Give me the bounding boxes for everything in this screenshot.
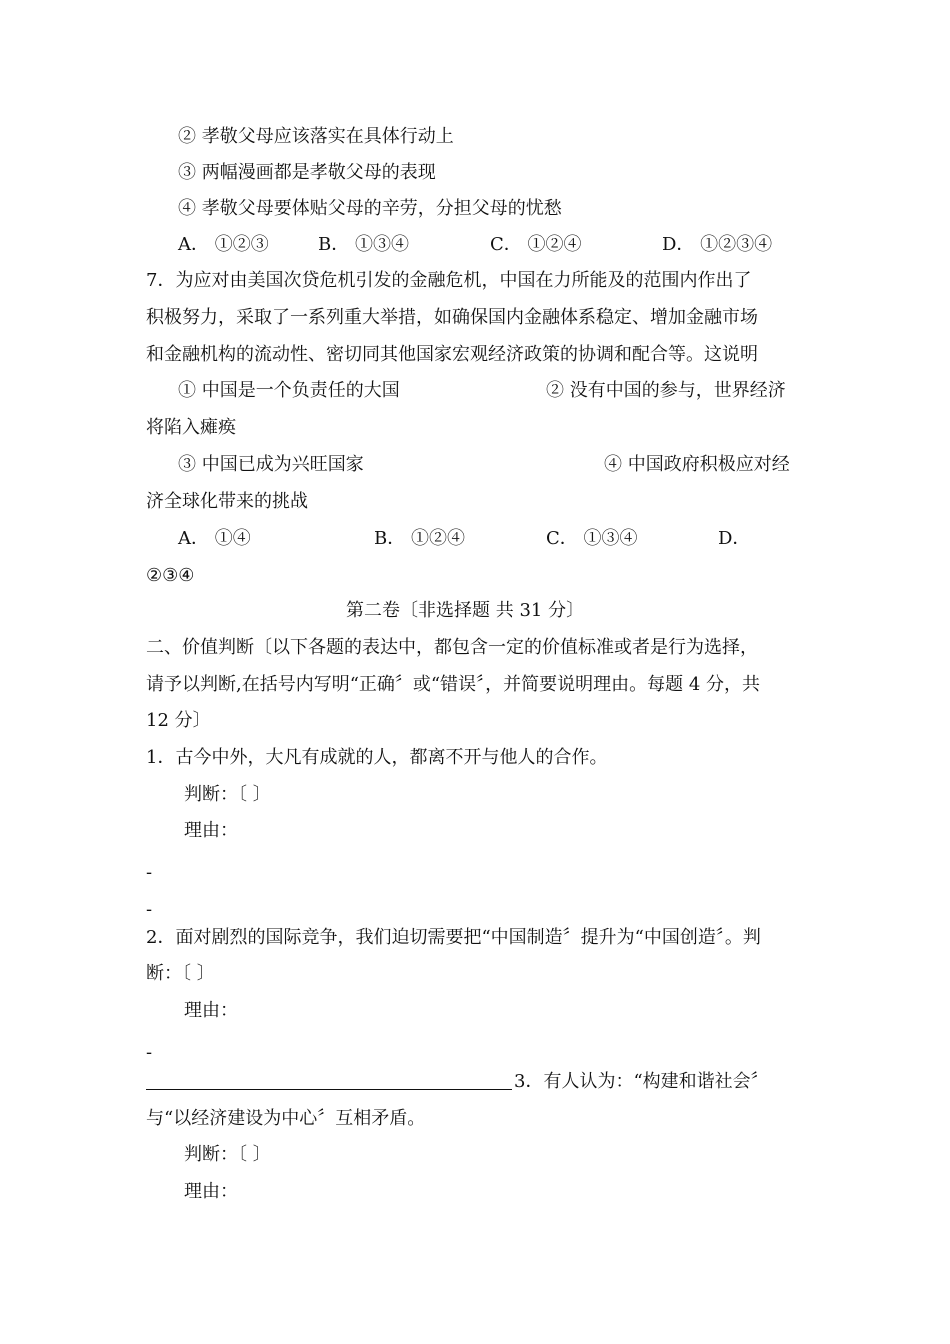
p3-stem: 3．有人认为：“构建和谐社会〞 [514, 1071, 769, 1092]
p2-stem: 2．面对剧烈的国际竞争，我们迫切需要把“中国制造〞提升为“中国创造〞。判 [146, 927, 761, 948]
q6-choice-c: C． ①②④ [490, 234, 582, 255]
q7-option-2-cont: 将陷入瘫痪 [146, 417, 236, 438]
q7-option-4: ④ 中国政府积极应对经 [604, 454, 790, 475]
q7-stem-line: 积极努力，采取了一系列重大举措，如确保国内金融体系稳定、增加金融市场 [146, 307, 758, 328]
p1-reason: 理由： [184, 820, 238, 841]
answer-underline [146, 1089, 512, 1090]
q7-option-4-cont: 济全球化带来的挑战 [146, 491, 308, 512]
section-intro-line: 请予以判断,在括号内写明“正确〞或“错误〞，并简要说明理由。每题 4 分，共 [146, 674, 761, 695]
q6-choice-b: B． ①③④ [318, 234, 409, 255]
p2-reason: 理由： [184, 1000, 238, 1021]
q7-option-2: ② 没有中国的参与，世界经济 [546, 380, 786, 401]
q6-option-3: ③ 两幅漫画都是孝敬父母的表现 [178, 162, 436, 183]
q6-option-4: ④ 孝敬父母要体贴父母的辛劳，分担父母的忧愁 [178, 198, 562, 219]
q7-stem-line: 7．为应对由美国次贷危机引发的金融危机，中国在力所能及的范围内作出了 [146, 270, 752, 291]
section-intro-line: 12 分〕 [146, 710, 211, 731]
p1-answer-mark: - [146, 899, 153, 920]
p3-judge: 判断：〔 〕 [184, 1144, 271, 1165]
q7-choice-d-value: ②③④ [146, 565, 195, 586]
q6-choice-a: A． ①②③ [178, 234, 269, 255]
q7-option-3: ③ 中国已成为兴旺国家 [178, 454, 364, 475]
section-intro-line: 二、价值判断〔以下各题的表达中，都包含一定的价值标准或者是行为选择， [146, 637, 758, 658]
q7-choice-a: A． ①④ [178, 528, 251, 549]
q6-option-2: ② 孝敬父母应该落实在具体行动上 [178, 126, 454, 147]
q7-choice-b: B． ①②④ [374, 528, 465, 549]
p1-judge: 判断：〔 〕 [184, 784, 271, 805]
p3-reason: 理由： [184, 1181, 238, 1202]
section-title: 第二卷〔非选择题 共 31 分〕 [346, 600, 585, 621]
q6-choice-d: D． ①②③④ [662, 234, 773, 255]
q7-stem-line: 和金融机构的流动性、密切同其他国家宏观经济政策的协调和配合等。这说明 [146, 344, 758, 365]
p2-answer-mark: - [146, 1042, 153, 1063]
p1-stem: 1．古今中外，大凡有成就的人，都离不开与他人的合作。 [146, 747, 608, 768]
p2-judge: 断：〔 〕 [146, 963, 215, 984]
p3-stem-cont: 与“以经济建设为中心〞互相矛盾。 [146, 1108, 426, 1129]
q7-choice-d: D． [718, 528, 751, 549]
q7-choice-c: C． ①③④ [546, 528, 638, 549]
p1-answer-mark: - [146, 862, 153, 883]
q7-option-1: ① 中国是一个负责任的大国 [178, 380, 400, 401]
